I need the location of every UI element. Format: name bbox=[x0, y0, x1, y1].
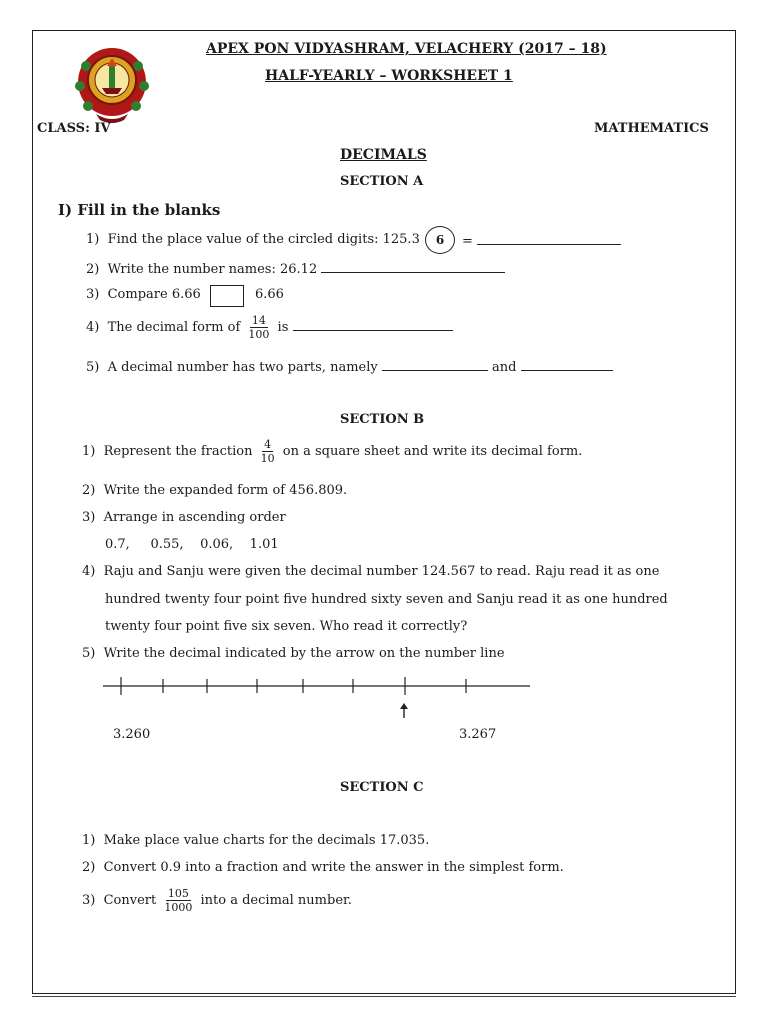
answer-blank[interactable] bbox=[293, 318, 453, 331]
sb-q4 bbox=[82, 564, 659, 579]
question-number: 3) bbox=[82, 510, 96, 525]
section-b-title: SECTION B bbox=[340, 412, 425, 427]
question-number: 2) bbox=[86, 262, 100, 277]
fraction bbox=[261, 438, 275, 465]
section-a-title: SECTION A bbox=[340, 174, 424, 189]
question-number: 4) bbox=[86, 320, 100, 335]
question-number: 5) bbox=[82, 646, 96, 661]
sa-q3 bbox=[86, 287, 201, 302]
question-number: 3) bbox=[82, 893, 96, 908]
answer-blank[interactable] bbox=[321, 260, 505, 273]
question-text-and: and bbox=[492, 360, 517, 375]
question-number: 2) bbox=[82, 483, 96, 498]
question-text: Write the number names: 26.12 bbox=[107, 262, 318, 277]
question-text: Convert bbox=[103, 893, 157, 908]
fraction bbox=[164, 887, 192, 914]
sb-q1 bbox=[82, 438, 582, 465]
fraction-denominator: 1000 bbox=[164, 901, 193, 914]
question-number: 1) bbox=[82, 833, 96, 848]
question-text: Write the expanded form of 456.809. bbox=[103, 483, 348, 498]
exam-title: HALF-YEARLY – WORKSHEET 1 bbox=[265, 68, 513, 84]
question-number: 4) bbox=[82, 564, 96, 579]
question-number: 2) bbox=[82, 860, 96, 875]
sb-q4-line3: twenty four point five six seven. Who read it correctly? bbox=[105, 619, 468, 634]
arrow-head-icon bbox=[400, 703, 408, 709]
question-text: Write the decimal indicated by the arrow on the number line bbox=[103, 646, 505, 661]
sa-q2 bbox=[86, 260, 505, 277]
fraction-numerator: 4 bbox=[264, 438, 272, 451]
bottom-rule bbox=[32, 996, 736, 997]
subject-label: MATHEMATICS bbox=[594, 121, 709, 136]
answer-blank[interactable] bbox=[477, 232, 621, 245]
fraction-denominator: 100 bbox=[248, 328, 270, 341]
school-name: APEX PON VIDYASHRAM, VELACHERY (2017 – 18) bbox=[206, 41, 607, 57]
sc-q3 bbox=[82, 887, 352, 914]
question-text: A decimal number has two parts, namely bbox=[107, 360, 378, 375]
sa-q1-answer bbox=[462, 232, 621, 249]
sb-q3-values: 0.7, 0.55, 0.06, 1.01 bbox=[105, 537, 279, 552]
question-text: Represent the fraction bbox=[103, 444, 253, 459]
logo-torch bbox=[109, 66, 115, 88]
sa-q1 bbox=[86, 232, 420, 247]
fraction-numerator: 105 bbox=[167, 887, 189, 900]
question-number: 3) bbox=[86, 287, 100, 302]
fraction-numerator: 14 bbox=[251, 314, 266, 327]
sc-q2 bbox=[82, 860, 564, 875]
question-number: 5) bbox=[86, 360, 100, 375]
sc-q1 bbox=[82, 833, 429, 848]
question-text-tail: is bbox=[277, 320, 289, 335]
question-number: 1) bbox=[86, 232, 100, 247]
sa-q3-right-value: 6.66 bbox=[255, 287, 284, 302]
sb-q2 bbox=[82, 483, 347, 498]
fraction-denominator: 10 bbox=[260, 452, 275, 465]
answer-blank[interactable] bbox=[521, 358, 613, 371]
fill-blanks-heading: I) Fill in the blanks bbox=[58, 201, 221, 219]
section-c-title: SECTION C bbox=[340, 780, 424, 795]
answer-blank[interactable] bbox=[382, 358, 488, 371]
sa-q5 bbox=[86, 358, 613, 375]
circled-digit: 6 bbox=[425, 226, 455, 254]
sa-q4 bbox=[86, 314, 453, 341]
sb-q5 bbox=[82, 646, 505, 661]
equals-sign: = bbox=[462, 234, 473, 249]
question-text: Compare 6.66 bbox=[107, 287, 201, 302]
number-line bbox=[100, 674, 534, 724]
question-text-line1: Raju and Sanju were given the decimal number 124.567 to read. Raju read it as one bbox=[103, 564, 660, 579]
class-label: CLASS: IV bbox=[37, 121, 111, 136]
question-text: Find the place value of the circled digits: 125.3 bbox=[107, 232, 420, 247]
number-line-start-label: 3.260 bbox=[113, 727, 151, 742]
topic-title: DECIMALS bbox=[340, 147, 427, 163]
question-number: 1) bbox=[82, 444, 96, 459]
question-text: Convert 0.9 into a fraction and write the answer in the simplest form. bbox=[103, 860, 564, 875]
number-line-end-label: 3.267 bbox=[459, 727, 497, 742]
compare-answer-box[interactable] bbox=[210, 285, 244, 307]
question-text: Make place value charts for the decimals 17.035. bbox=[103, 833, 430, 848]
question-text: Arrange in ascending order bbox=[103, 510, 286, 525]
sb-q3 bbox=[82, 510, 286, 525]
sb-q4-line2: hundred twenty four point five hundred sixty seven and Sanju read it as one hundred bbox=[105, 592, 668, 607]
question-text-tail: into a decimal number. bbox=[200, 893, 352, 908]
question-text-tail: on a square sheet and write its decimal form. bbox=[282, 444, 583, 459]
school-logo bbox=[74, 44, 150, 124]
question-text: The decimal form of bbox=[107, 320, 241, 335]
fraction bbox=[248, 314, 269, 341]
